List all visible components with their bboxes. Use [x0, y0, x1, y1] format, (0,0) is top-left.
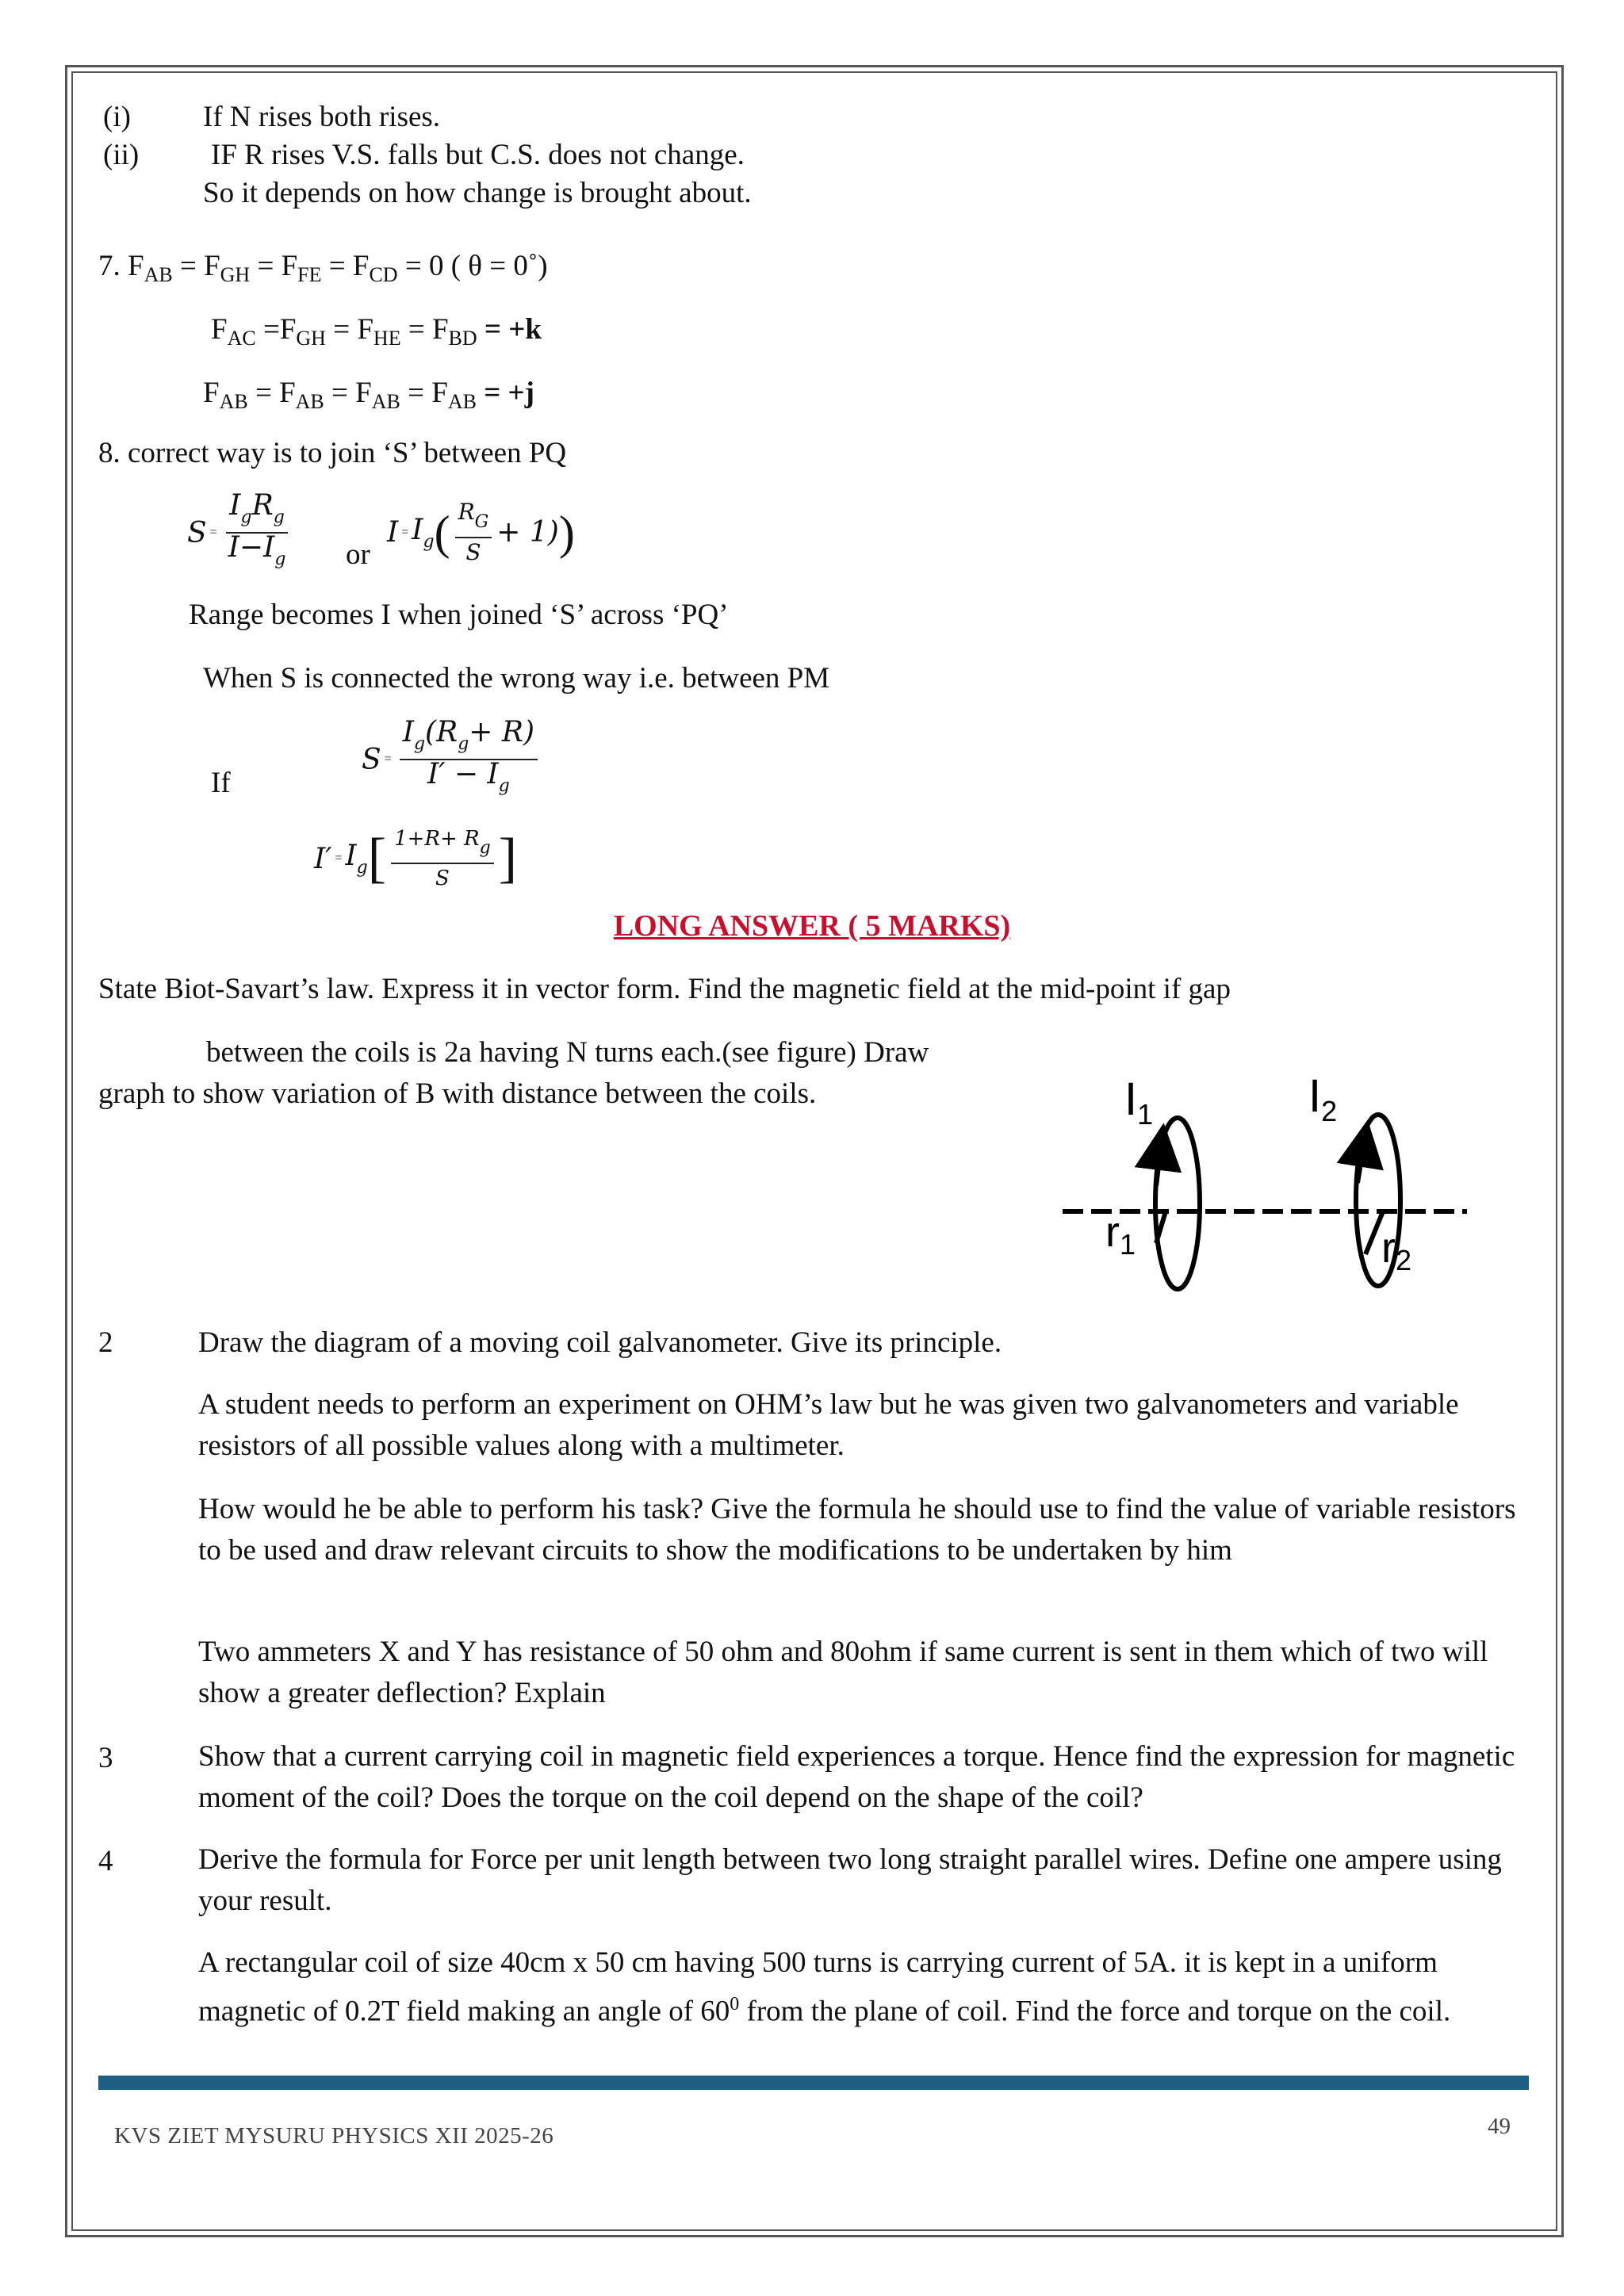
q2-a: Draw the diagram of a moving coil galvanometer. Give its principle. — [198, 1326, 1002, 1359]
q3-number: 3 — [98, 1742, 113, 1774]
q2-c: How would he be able to perform his task? Give the formula he should use to find the value of variable resistors to be used and draw relevant circuits to show the modifications to be undertaken by him — [198, 1493, 1516, 1567]
label-r1: r1 — [1105, 1208, 1136, 1261]
section-heading: LONG ANSWER ( 5 MARKS) — [613, 909, 1011, 943]
q8-or: or — [346, 538, 370, 571]
q2-number: 2 — [98, 1326, 113, 1359]
q1-line3: graph to show variation of B with distance between the coils. — [98, 1077, 817, 1110]
q7-row2: $F_{AC} =F_{GH} = F_{HE} = F_{BD} = +k$ — [211, 313, 542, 350]
q2-d: Two ammeters X and Y has resistance of 50 ohm and 80ohm if same current is sent in them which of two will show a greater deflection? Explain — [198, 1636, 1488, 1709]
q8-formula-current-wrong: I′ = $I_g$ [ $\frac{1+R+ R_g}{S}$ ] — [314, 825, 517, 893]
page-number: 49 — [1488, 2114, 1511, 2139]
label-i2: $I_2$ — [1308, 1070, 1338, 1127]
item-label-ii: (ii) — [103, 139, 140, 171]
coils-figure — [1055, 1067, 1483, 1313]
coil-1 — [1155, 1118, 1200, 1289]
label-i1: $I_1$ — [1124, 1073, 1154, 1131]
q4-a: Derive the formula for Force per unit length between two long straight parallel wires. Define one ampere using your result. — [198, 1843, 1502, 1917]
q1-line1: State Biot-Savart’s law. Express it in vector form. Find the magnetic field at the mid-point if gap — [98, 973, 1231, 1005]
q8-formula-shunt: S = $\frac{I_gR_g}{I-I_g}$ — [187, 492, 293, 574]
item-text-ii: IF R rises V.S. falls but C.S. does not change. — [211, 139, 745, 171]
q8-range: Range becomes I when joined ‘S’ across ‘PQ’ — [189, 599, 729, 631]
label-r2: r2 — [1381, 1224, 1412, 1276]
q3-text: Show that a current carrying coil in magnetic field experiences a torque. Hence find the expression for magnetic moment of the coil? Does the torque on the coil depend on the shape of the coil? — [198, 1740, 1515, 1814]
item-text-i: If N rises both rises. — [203, 101, 441, 133]
q7-rest: = 0 ( θ = 0˚) — [404, 250, 548, 282]
q7-row3-val: = +j — [484, 377, 534, 409]
q7-prefix: 7. F — [98, 250, 144, 282]
q7-row3: $F_{AB} = F_{AB} = F_{AB} = F_{AB} = +j$ — [203, 377, 534, 413]
q4-number: 4 — [98, 1845, 113, 1877]
radius-r2 — [1365, 1211, 1383, 1254]
q2-b: A student needs to perform an experiment on OHM’s law but he was given two galvanometers and variable resistors of all possible values along with a multimeter. — [198, 1388, 1459, 1462]
q7-row1: 7. $F_{AB} = F_{GH} = F_{FE} = F_{CD} = 0$ ( θ = 0˚) — [98, 250, 548, 286]
q8-text: 8. correct way is to join ‘S’ between PQ — [98, 437, 567, 469]
item-label-i: (i) — [103, 101, 131, 133]
q7-row2-val: = +k — [484, 313, 542, 346]
footer-bar — [98, 2076, 1529, 2090]
q8-formula-shunt-wrong: S = $\frac{I_g(R_g+ R)}{I' - I_g}$ — [362, 718, 542, 801]
q8-if: If — [211, 767, 231, 799]
item-text-conclusion: So it depends on how change is brought about. — [203, 177, 752, 209]
current-arrow-1 — [1156, 1146, 1161, 1186]
q8-formula-current: I = $I_g$ ( $\frac{R_G}{S}$ + 1) ) — [387, 499, 575, 565]
q1-line2: between the coils is 2a having N turns each.(see figure) Draw — [206, 1036, 929, 1069]
footer-text: KVS ZIET MYSURU PHYSICS XII 2025-26 — [114, 2123, 554, 2149]
q8-wrong: When S is connected the wrong way i.e. between PM — [203, 662, 830, 695]
q4-b: A rectangular coil of size 40cm x 50 cm having 500 turns is carrying current of 5A. it is kept in a uniform magnetic of 0.2T field making an angle of $60^0$ from the plane of coil. Find the force and torque on the coil. — [198, 1946, 1451, 2028]
